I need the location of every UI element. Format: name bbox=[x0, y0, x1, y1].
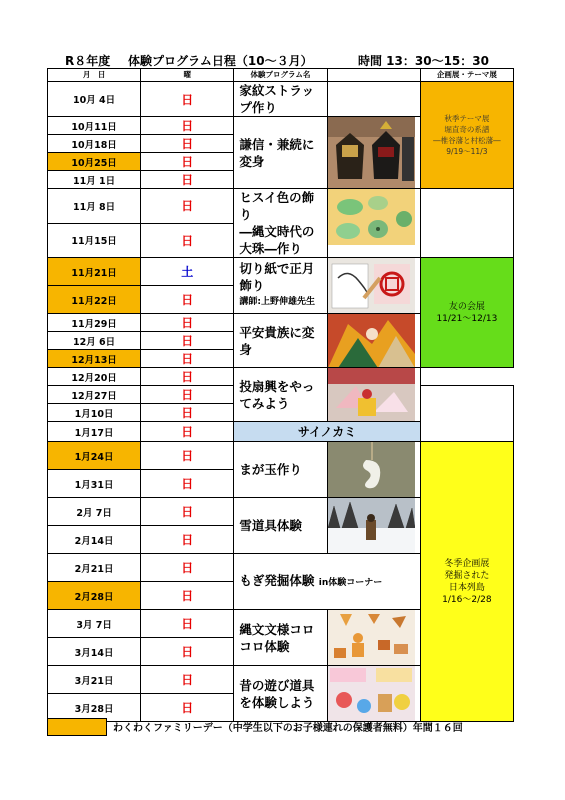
col-weekday: 曜 bbox=[141, 69, 234, 82]
date-cell: 2月21日 bbox=[48, 554, 141, 582]
weekday-cell: 日 bbox=[141, 153, 234, 171]
exhibit-tomo-line2: 11/21～12/13 bbox=[436, 313, 498, 324]
weekday-cell-saturday: 土 bbox=[141, 258, 234, 286]
weekday-cell: 日 bbox=[141, 350, 234, 368]
date-cell-family-day: 2月28日 bbox=[48, 582, 141, 610]
weekday-cell: 日 bbox=[141, 694, 234, 722]
weekday-cell: 日 bbox=[141, 422, 234, 442]
date-cell: 11月 1日 bbox=[48, 171, 141, 189]
exhibit-tomo-line1: 友の会展 bbox=[448, 301, 485, 312]
exhibit-autumn-line3: ―椎谷藩と村松藩― bbox=[433, 136, 501, 145]
program-kirigami-line1: 切り紙で正月飾り bbox=[239, 261, 315, 293]
program-hisui bbox=[234, 189, 327, 258]
date-cell: 3月 7日 bbox=[48, 610, 141, 638]
table-row bbox=[48, 258, 514, 286]
photo-heian-costume bbox=[327, 314, 420, 368]
date-cell: 2月14日 bbox=[48, 526, 141, 554]
program-tosenkyo: 投扇興をやってみよう bbox=[234, 368, 327, 422]
date-cell: 11月 8日 bbox=[48, 189, 141, 224]
photo-magatama bbox=[327, 442, 420, 498]
weekday-cell: 日 bbox=[141, 117, 234, 135]
exhibit-winter-line1: 冬季企画展 bbox=[444, 558, 490, 569]
program-mukashi-asobi: 昔の遊び道具を体験しよう bbox=[234, 666, 327, 722]
program-korokoro: 縄文文様コロコロ体験 bbox=[234, 610, 327, 666]
exhibit-winter bbox=[420, 442, 513, 722]
photo-jade-ornaments bbox=[327, 189, 420, 258]
date-cell: 10月18日 bbox=[48, 135, 141, 153]
date-cell: 1月31日 bbox=[48, 470, 141, 498]
legend-text: わくわくファミリーデー（中学生以下のお子様連れの保護者無料）年間１６回 bbox=[113, 723, 463, 734]
table-row bbox=[48, 189, 514, 224]
table-row bbox=[48, 82, 514, 117]
date-cell: 10月 4日 bbox=[48, 82, 141, 117]
exhibit-autumn-line1: 秋季テーマ展 bbox=[444, 114, 490, 123]
weekday-cell: 日 bbox=[141, 314, 234, 332]
exhibit-autumn bbox=[420, 82, 513, 189]
col-program: 体験プログラム名 bbox=[234, 69, 327, 82]
date-cell: 2月 7日 bbox=[48, 498, 141, 526]
program-kirigami-instructor: 講師:上野伸雄先生 bbox=[239, 297, 315, 307]
program-heian-henshin: 平安貴族に変身 bbox=[234, 314, 327, 368]
time-info: 時間 13：30～15：30 bbox=[358, 54, 489, 68]
weekday-cell: 日 bbox=[141, 135, 234, 153]
program-sainokami: サイノカミ bbox=[234, 422, 420, 442]
exhibit-empty bbox=[420, 189, 513, 258]
date-cell: 11月29日 bbox=[48, 314, 141, 332]
weekday-cell: 日 bbox=[141, 286, 234, 314]
photo-paper-cutting bbox=[327, 258, 420, 314]
date-cell: 12月20日 bbox=[48, 368, 141, 386]
exhibit-autumn-line2: 堀直奇の系譜 bbox=[444, 125, 490, 134]
date-cell: 10月11日 bbox=[48, 117, 141, 135]
date-cell: 1月17日 bbox=[48, 422, 141, 442]
date-cell: 3月28日 bbox=[48, 694, 141, 722]
program-kamon-strap: 家紋ストラップ作り bbox=[234, 82, 327, 117]
weekday-cell: 日 bbox=[141, 386, 234, 404]
col-exhibit: 企画展・テーマ展 bbox=[420, 69, 513, 82]
date-cell-family-day: 10月25日 bbox=[48, 153, 141, 171]
weekday-cell: 日 bbox=[141, 404, 234, 422]
fiscal-year: R８年度 bbox=[65, 54, 111, 68]
program-kenshin-henshin: 謙信・兼続に変身 bbox=[234, 117, 327, 189]
schedule-table bbox=[47, 68, 514, 722]
date-cell-family-day: 12月13日 bbox=[48, 350, 141, 368]
weekday-cell: 日 bbox=[141, 610, 234, 638]
program-hisui-line1: ヒスイ色の飾り bbox=[239, 190, 315, 222]
program-mogi-hakkutsu bbox=[234, 554, 420, 610]
weekday-cell: 日 bbox=[141, 332, 234, 350]
date-cell: 12月 6日 bbox=[48, 332, 141, 350]
col-photo bbox=[327, 69, 420, 82]
table-row bbox=[48, 442, 514, 470]
exhibit-empty bbox=[420, 386, 513, 442]
exhibit-winter-line4: 1/16～2/28 bbox=[442, 594, 492, 605]
weekday-cell: 日 bbox=[141, 470, 234, 498]
weekday-cell: 日 bbox=[141, 442, 234, 470]
weekday-cell: 日 bbox=[141, 82, 234, 117]
photo-snow-tools bbox=[327, 498, 420, 554]
weekday-cell: 日 bbox=[141, 526, 234, 554]
program-hisui-line2: ―縄文時代の大珠―作り bbox=[239, 224, 315, 256]
photo-empty bbox=[327, 82, 420, 117]
date-cell-family-day: 11月21日 bbox=[48, 258, 141, 286]
date-cell: 1月10日 bbox=[48, 404, 141, 422]
page-header bbox=[0, 52, 565, 68]
date-cell-family-day: 1月24日 bbox=[48, 442, 141, 470]
exhibit-autumn-line4: 9/19～11/3 bbox=[446, 147, 488, 156]
exhibit-winter-line2: 発掘された bbox=[444, 570, 490, 581]
program-magatama: まが玉作り bbox=[234, 442, 327, 498]
photo-samurai-armor bbox=[327, 117, 420, 189]
legend-swatch-family-day bbox=[47, 718, 107, 736]
weekday-cell: 日 bbox=[141, 638, 234, 666]
weekday-cell: 日 bbox=[141, 189, 234, 224]
date-cell-family-day: 11月22日 bbox=[48, 286, 141, 314]
photo-old-toys bbox=[327, 666, 420, 722]
date-cell: 11月15日 bbox=[48, 223, 141, 258]
photo-clay-figures bbox=[327, 610, 420, 666]
weekday-cell: 日 bbox=[141, 582, 234, 610]
page-title: 体験プログラム日程（10～３月） bbox=[128, 54, 313, 68]
table-row bbox=[48, 368, 514, 386]
weekday-cell: 日 bbox=[141, 666, 234, 694]
exhibit-tomonokai bbox=[420, 258, 513, 368]
weekday-cell: 日 bbox=[141, 223, 234, 258]
weekday-cell: 日 bbox=[141, 554, 234, 582]
date-cell: 3月14日 bbox=[48, 638, 141, 666]
weekday-cell: 日 bbox=[141, 498, 234, 526]
program-yukidougu: 雪道具体験 bbox=[234, 498, 327, 554]
program-mogi-title: もぎ発掘体験 bbox=[239, 572, 315, 588]
program-mogi-sub: in体験コーナー bbox=[318, 577, 383, 588]
date-cell: 3月21日 bbox=[48, 666, 141, 694]
program-kirigami bbox=[234, 258, 327, 314]
exhibit-winter-line3: 日本列島 bbox=[448, 582, 485, 593]
column-header-row bbox=[48, 69, 514, 82]
col-date: 月 日 bbox=[48, 69, 141, 82]
weekday-cell: 日 bbox=[141, 368, 234, 386]
photo-fan-game bbox=[327, 368, 420, 422]
date-cell: 12月27日 bbox=[48, 386, 141, 404]
weekday-cell: 日 bbox=[141, 171, 234, 189]
